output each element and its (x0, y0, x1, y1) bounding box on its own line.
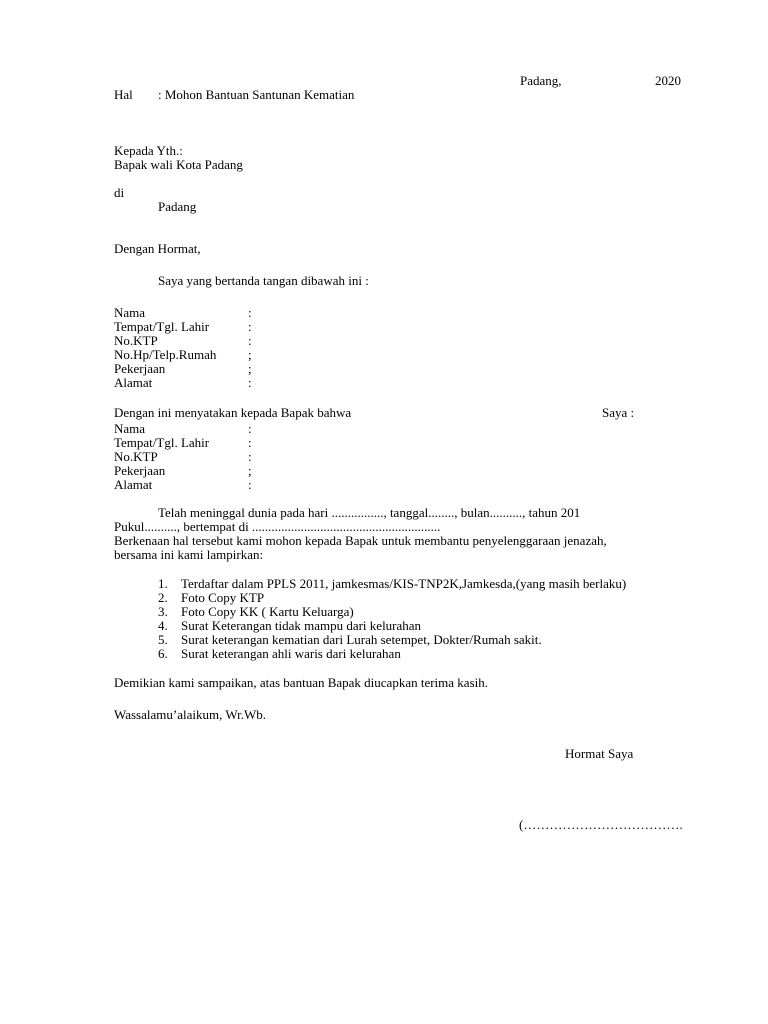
field-label: Nama (114, 421, 146, 436)
applicant-field-alamat (114, 376, 414, 390)
list-number: 5. (158, 632, 168, 647)
applicant-field-ttl (114, 320, 414, 334)
field-label: Alamat (114, 477, 153, 492)
field-label: Tempat/Tgl. Lahir (114, 319, 210, 334)
addressee-kepada: Kepada Yth.: (114, 143, 183, 158)
intro-text: Saya yang bertanda tangan dibawah ini : (158, 273, 369, 288)
applicant-field-nama (114, 306, 414, 320)
letter-city: Padang, (520, 73, 562, 88)
deceased-field-nama (114, 422, 414, 436)
list-text: Terdaftar dalam PPLS 2011, jamkesmas/KIS-TNP2K,Jamkesda,(yang masih berlaku) (181, 576, 627, 591)
field-colon: ; (248, 347, 252, 362)
list-text: Surat keterangan ahli waris dari kelurahan (181, 646, 401, 661)
applicant-field-ktp (114, 334, 414, 348)
body-line-3: Berkenaan hal tersebut kami mohon kepada Bapak untuk membantu penyelenggaraan jenazah, (114, 533, 607, 548)
field-colon: ; (248, 463, 252, 478)
body-line-2: Pukul.........., bertempat di .......................................................... (114, 519, 441, 534)
hal-value: : Mohon Bantuan Santunan Kematian (158, 87, 355, 102)
deceased-field-pekerjaan (114, 464, 414, 478)
hal-label: Hal (114, 87, 133, 102)
closing-hormat: Hormat Saya (565, 746, 634, 761)
list-number: 3. (158, 604, 168, 619)
field-label: Pekerjaan (114, 463, 166, 478)
signature-line: (………………………………. (519, 817, 683, 832)
letter-year: 2020 (655, 73, 681, 88)
field-label: Alamat (114, 375, 153, 390)
field-colon: : (248, 319, 252, 334)
field-label: Tempat/Tgl. Lahir (114, 435, 210, 450)
greeting: Dengan Hormat, (114, 241, 201, 256)
applicant-field-phone (114, 348, 414, 362)
field-label: Nama (114, 305, 146, 320)
field-colon: ; (248, 361, 252, 376)
addressee-place: Padang (158, 199, 197, 214)
field-label: No.KTP (114, 333, 158, 348)
addressee-di: di (114, 185, 125, 200)
list-text: Surat Keterangan tidak mampu dari kelurahan (181, 618, 422, 633)
field-colon: : (248, 421, 252, 436)
statement-text: Dengan ini menyatakan kepada Bapak bahwa (114, 405, 352, 420)
list-number: 2. (158, 590, 168, 605)
field-colon: : (248, 477, 252, 492)
field-colon: : (248, 375, 252, 390)
list-text: Foto Copy KK ( Kartu Keluarga) (181, 604, 354, 619)
closing-demikian: Demikian kami sampaikan, atas bantuan Bapak diucapkan terima kasih. (114, 675, 488, 690)
body-line-4: bersama ini kami lampirkan: (114, 547, 264, 562)
list-number: 4. (158, 618, 168, 633)
list-number: 1. (158, 576, 168, 591)
list-text: Surat keterangan kematian dari Lurah setempet, Dokter/Rumah sakit. (181, 632, 542, 647)
field-colon: : (248, 333, 252, 348)
field-colon: : (248, 305, 252, 320)
field-label: No.Hp/Telp.Rumah (114, 347, 217, 362)
applicant-field-pekerjaan (114, 362, 414, 376)
addressee-name: Bapak wali Kota Padang (114, 157, 243, 172)
statement-saya: Saya : (602, 405, 635, 420)
field-colon: : (248, 449, 252, 464)
body-line-1: Telah meninggal dunia pada hari ................, tanggal........, bulan.........., tahun 201 (158, 505, 581, 520)
field-label: No.KTP (114, 449, 158, 464)
list-number: 6. (158, 646, 168, 661)
field-label: Pekerjaan (114, 361, 166, 376)
deceased-field-ktp (114, 450, 414, 464)
list-text: Foto Copy KTP (181, 590, 265, 605)
field-colon: : (248, 435, 252, 450)
deceased-field-alamat (114, 478, 414, 492)
closing-salam: Wassalamu’alaikum, Wr.Wb. (114, 707, 266, 722)
deceased-field-ttl (114, 436, 414, 450)
